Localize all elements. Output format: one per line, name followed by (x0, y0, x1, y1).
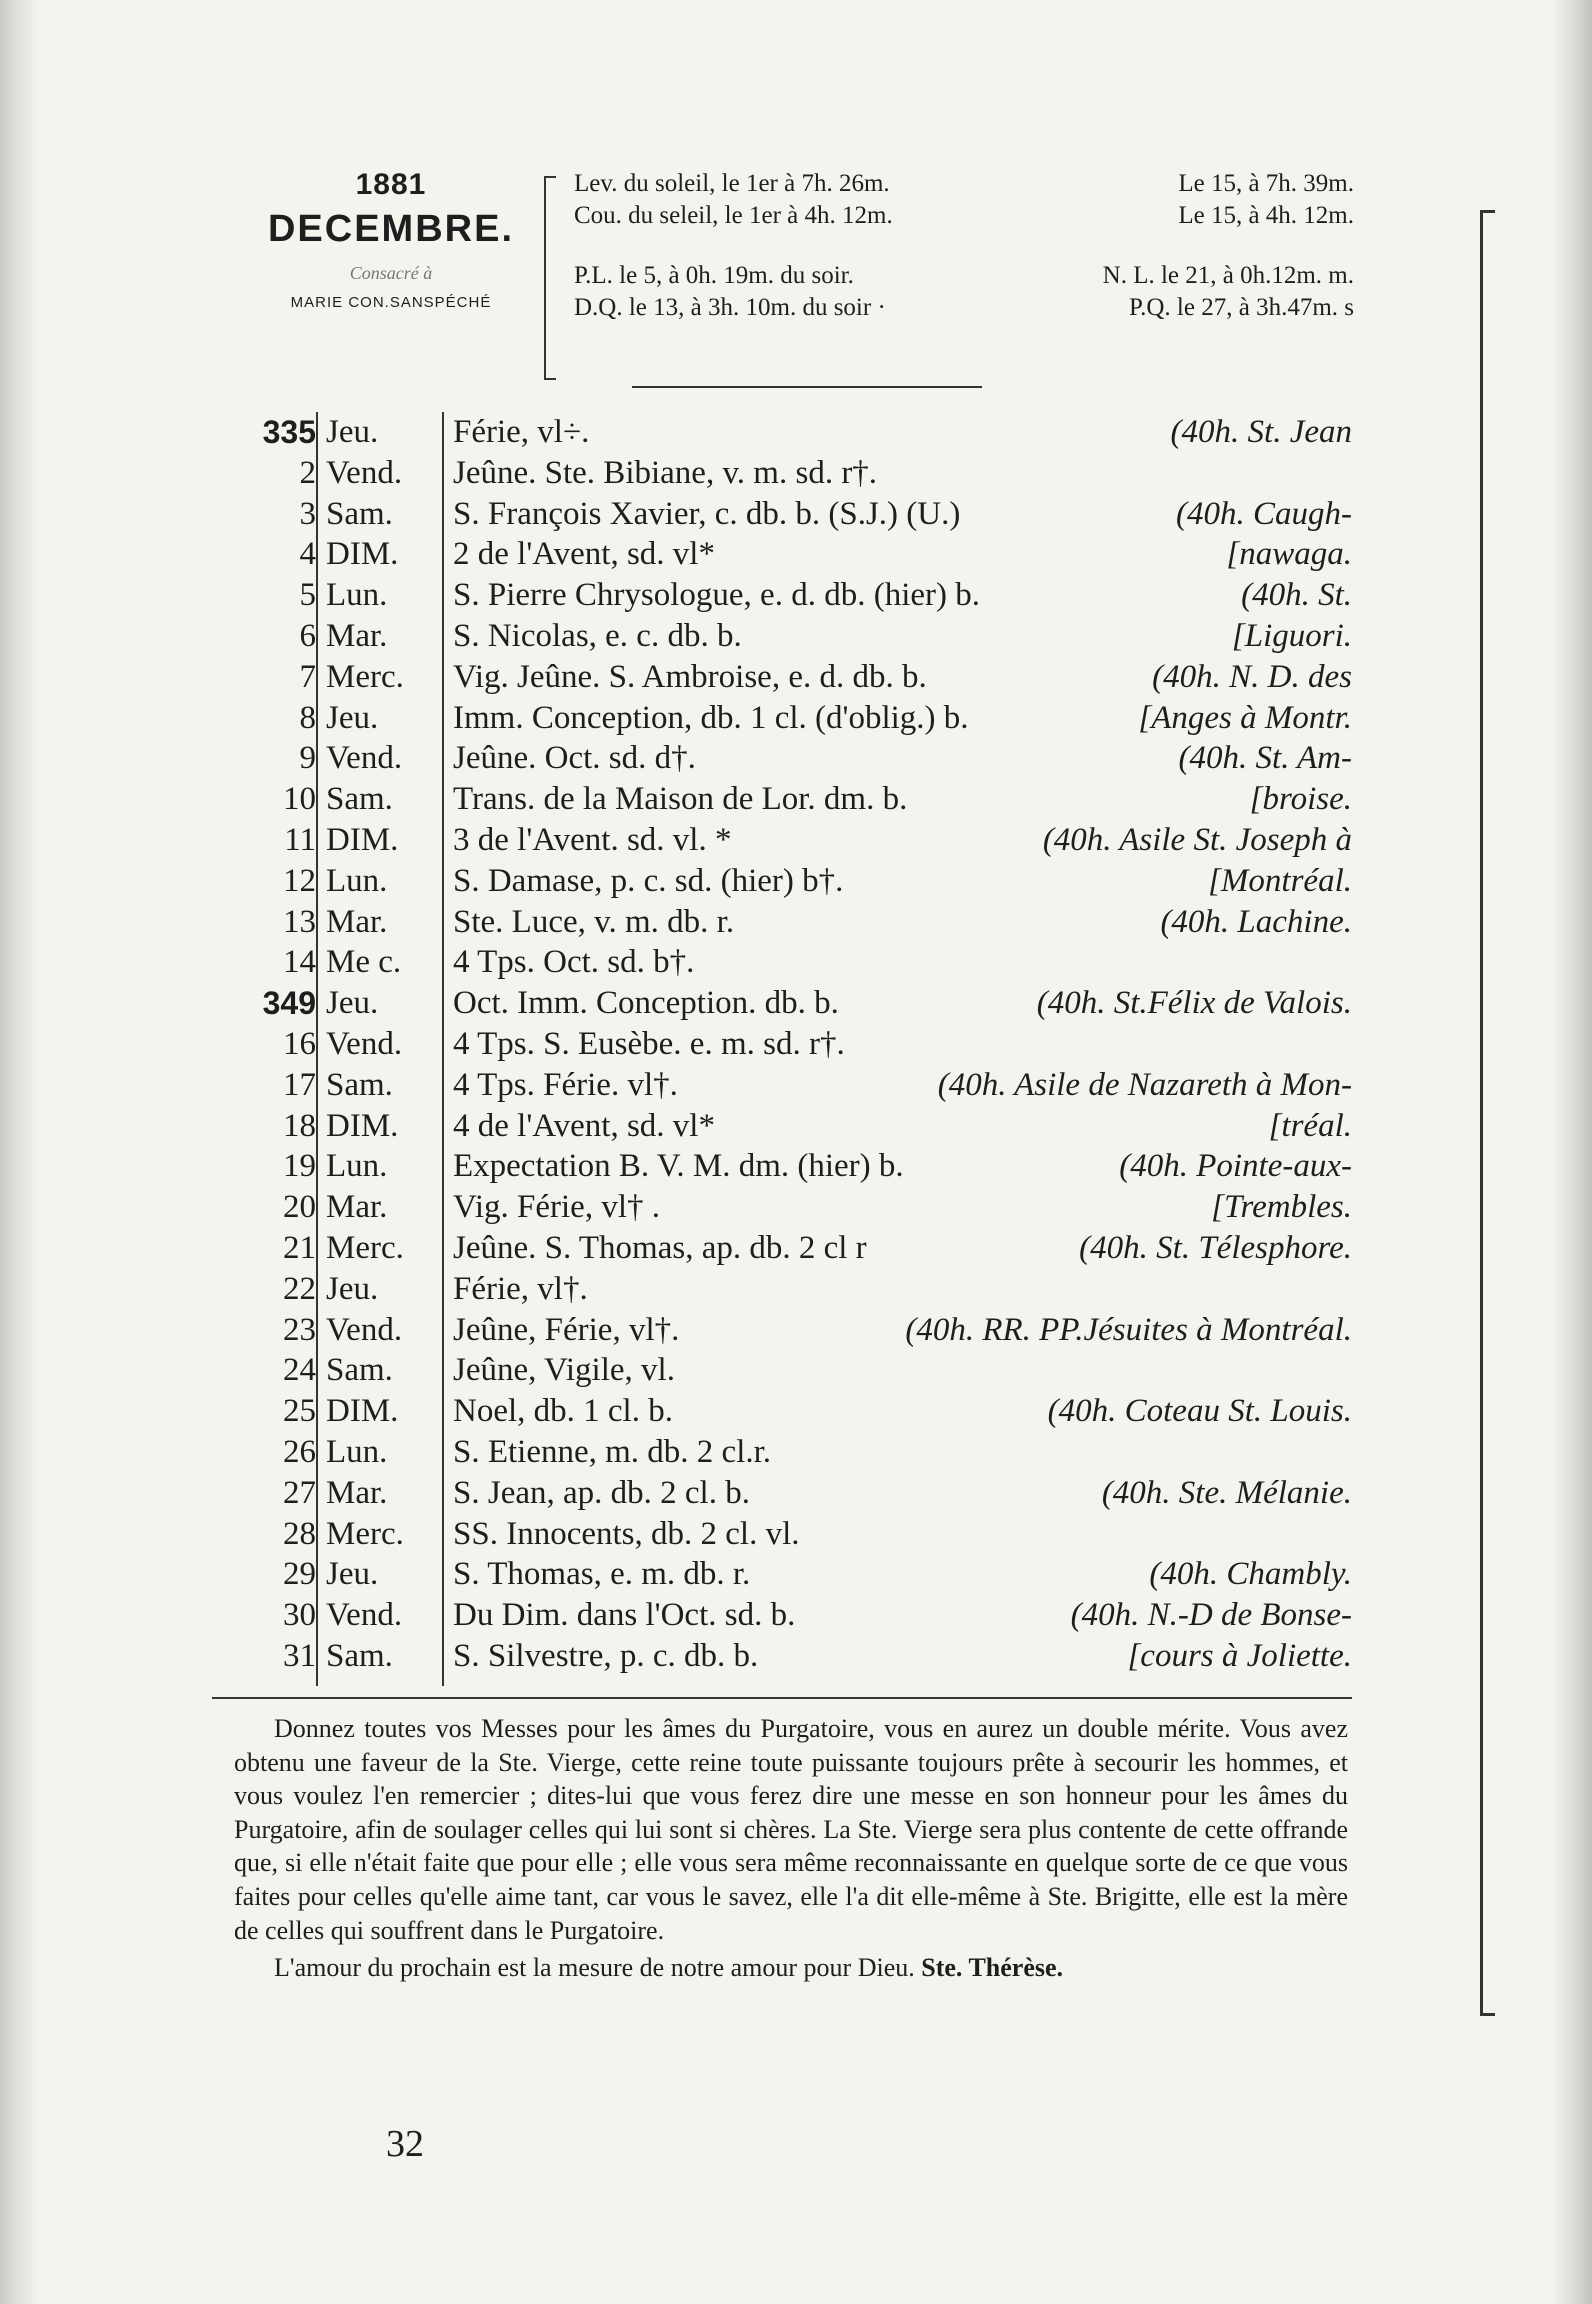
weekday: DIM. (326, 1107, 399, 1144)
weekday: Sam. (326, 1637, 393, 1674)
moon-phase-line-1 (574, 260, 1354, 292)
liturgical-office: S. Pierre Chrysologue, e. d. db. (hier) b. (453, 577, 980, 614)
weekday: Jeu. (326, 1556, 379, 1593)
dedication: MARIE CON.SANSPÉCHÉ (290, 294, 492, 311)
liturgical-office: 3 de l'Avent. sd. vl. * (453, 821, 732, 858)
calendar-bottom-rule (212, 1697, 1352, 1699)
weekday: Jeu. (326, 1270, 379, 1307)
full-moon: P.L. le 5, à 0h. 19m. du soir. (574, 262, 854, 289)
liturgical-office: Du Dim. dans l'Oct. sd. b. (453, 1597, 796, 1634)
weekday: Jeu. (326, 985, 379, 1022)
weekday: Lun. (326, 1433, 388, 1470)
calendar-row (228, 616, 1352, 657)
liturgical-office: Férie, vl†. (453, 1270, 588, 1307)
day-number: 4 (299, 536, 316, 573)
weekday: Vend. (326, 740, 403, 777)
calendar-row (228, 983, 1352, 1024)
weekday: Merc. (326, 1229, 404, 1266)
liturgical-office: S. Nicolas, e. c. db. b. (453, 617, 742, 654)
margin-bracket (1480, 210, 1495, 2016)
day-number: 13 (283, 903, 316, 940)
liturgical-office: 4 de l'Avent, sd. vl* (453, 1107, 715, 1144)
day-number: 10 (283, 781, 316, 818)
forty-hours-adoration: (40h. RR. PP.Jésuites à Montréal. (905, 1311, 1352, 1348)
calendar-row (228, 820, 1352, 861)
forty-hours-adoration: (40h. St. Jean (1170, 414, 1352, 450)
weekday: Sam. (326, 1066, 393, 1103)
forty-hours-adoration: (40h. N.-D de Bonse- (1070, 1597, 1352, 1634)
calendar-row (228, 738, 1352, 779)
forty-hours-adoration: [cours à Joliette. (1127, 1637, 1352, 1674)
calendar-row (228, 1595, 1352, 1636)
calendar-row (228, 1554, 1352, 1595)
liturgical-office: Expectation B. V. M. dm. (hier) b. (453, 1148, 904, 1185)
sunset-mid: Le 15, à 4h. 12m. (1178, 202, 1354, 229)
calendar-row (228, 453, 1352, 494)
forty-hours-adoration: (40h. Coteau St. Louis. (1047, 1393, 1352, 1430)
liturgical-office: Jeûne, Férie, vl†. (453, 1311, 680, 1348)
forty-hours-adoration: (40h. St. Télesphore. (1079, 1229, 1352, 1266)
liturgical-office: Jeûne. Ste. Bibiane, v. m. sd. r†. (453, 454, 878, 491)
weekday: Vend. (326, 1597, 403, 1634)
calendar-row (228, 1636, 1352, 1677)
calendar-row (228, 1065, 1352, 1106)
calendar-row (228, 902, 1352, 943)
header-bracket (544, 176, 556, 380)
liturgical-office: Ste. Luce, v. m. db. r. (453, 903, 735, 940)
forty-hours-adoration: (40h. St. Am- (1178, 740, 1352, 777)
forty-hours-adoration: (40h. Lachine. (1160, 903, 1352, 940)
liturgical-office: Jeûne. S. Thomas, ap. db. 2 cl r (453, 1229, 867, 1266)
weekday: DIM. (326, 536, 399, 573)
day-number: 11 (284, 821, 316, 858)
calendar-row (228, 1473, 1352, 1514)
calendar-row (228, 1310, 1352, 1351)
calendar-row (228, 1350, 1352, 1391)
forty-hours-adoration: (40h. N. D. des (1152, 658, 1352, 695)
day-number: 5 (299, 577, 316, 614)
day-number: 16 (283, 1025, 316, 1062)
sunrise-first: Lev. du soleil, le 1er à 7h. 26m. (574, 170, 890, 197)
calendar-row (228, 1024, 1352, 1065)
day-number: 31 (283, 1637, 316, 1674)
day-number: 23 (283, 1311, 316, 1348)
weekday: DIM. (326, 821, 399, 858)
calendar-row (228, 657, 1352, 698)
calendar-row (228, 698, 1352, 739)
liturgical-office: Jeûne, Vigile, vl. (453, 1352, 675, 1389)
year: 1881 (355, 168, 427, 201)
forty-hours-adoration: [nawaga. (1226, 536, 1352, 573)
quote (234, 1951, 1348, 1985)
page-edge-left (0, 0, 40, 2304)
liturgical-office: S. Damase, p. c. sd. (hier) b†. (453, 862, 844, 899)
first-quarter: P.Q. le 27, à 3h.47m. s (1129, 294, 1354, 321)
weekday: Jeu. (326, 414, 379, 450)
day-number: 24 (283, 1352, 316, 1389)
astronomical-info (574, 168, 1354, 324)
moon-phase-line-2 (574, 292, 1354, 324)
liturgical-office: Trans. de la Maison de Lor. dm. b. (453, 781, 908, 818)
header-divider (632, 386, 982, 388)
liturgical-office: 4 Tps. Oct. sd. b†. (453, 944, 695, 981)
day-number: 28 (283, 1515, 316, 1552)
page-edge-right (1552, 0, 1592, 2304)
day-number: 7 (299, 658, 316, 695)
forty-hours-adoration: (40h. Asile de Nazareth à Mon- (937, 1066, 1352, 1103)
weekday: Sam. (326, 1352, 393, 1389)
quote-author: Ste. Thérèse. (921, 1953, 1064, 1983)
forty-hours-adoration: [Liguori. (1231, 617, 1352, 654)
day-number: 20 (283, 1189, 316, 1226)
calendar-row (228, 1514, 1352, 1555)
day-number: 14 (283, 944, 316, 981)
weekday: Mar. (326, 1189, 388, 1226)
month-title-block (232, 168, 550, 311)
liturgical-office: S. Silvestre, p. c. db. b. (453, 1637, 759, 1674)
liturgical-office: Vig. Jeûne. S. Ambroise, e. d. db. b. (453, 658, 927, 695)
liturgical-office: SS. Innocents, db. 2 cl. vl. (453, 1515, 800, 1552)
weekday: Merc. (326, 658, 404, 695)
quote-text: L'amour du prochain est la mesure de notre amour pour Dieu. (274, 1953, 915, 1983)
calendar-row (228, 412, 1352, 453)
weekday: Merc. (326, 1515, 404, 1552)
liturgical-office: S. Thomas, e. m. db. r. (453, 1556, 751, 1593)
forty-hours-adoration: [Montréal. (1208, 862, 1352, 899)
calendar-row (228, 1146, 1352, 1187)
liturgical-office: Oct. Imm. Conception. db. b. (453, 985, 839, 1022)
weekday: Me c. (326, 944, 402, 981)
liturgical-office: 4 Tps. Férie. vl†. (453, 1066, 678, 1103)
calendar-row (228, 1432, 1352, 1473)
forty-hours-adoration: (40h. Pointe-aux- (1119, 1148, 1352, 1185)
day-number: 21 (283, 1229, 316, 1266)
calendar-row (228, 1391, 1352, 1432)
calendar-row (228, 1106, 1352, 1147)
calendar-row (228, 861, 1352, 902)
calendar-row (228, 1269, 1352, 1310)
calendar-row (228, 534, 1352, 575)
day-number: 25 (283, 1393, 316, 1430)
day-number: 12 (283, 862, 316, 899)
calendar-row (228, 779, 1352, 820)
devotional-note (234, 1712, 1348, 1985)
day-number: 29 (283, 1556, 316, 1593)
calendar-row (228, 942, 1352, 983)
liturgical-office: S. François Xavier, c. db. b. (S.J.) (U.) (453, 495, 961, 532)
day-number: 9 (299, 740, 316, 777)
day-number: 2 (299, 454, 316, 491)
forty-hours-adoration: [tréal. (1268, 1107, 1352, 1144)
day-number: 27 (283, 1474, 316, 1511)
day-number: 18 (283, 1107, 316, 1144)
forty-hours-adoration: [Anges à Montr. (1138, 699, 1352, 736)
forty-hours-adoration: (40h. Asile St. Joseph à (1042, 821, 1352, 858)
sunrise-mid: Le 15, à 7h. 39m. (1178, 170, 1354, 197)
liturgical-office: Imm. Conception, db. 1 cl. (d'oblig.) b. (453, 699, 969, 736)
liturgical-office: 4 Tps. S. Eusèbe. e. m. sd. r†. (453, 1025, 845, 1062)
forty-hours-adoration: [broise. (1249, 781, 1352, 818)
day-number: 3 (299, 495, 316, 532)
new-moon: N. L. le 21, à 0h.12m. m. (1102, 262, 1354, 289)
weekday: Mar. (326, 903, 388, 940)
day-number: 19 (283, 1148, 316, 1185)
forty-hours-adoration: (40h. St.Félix de Valois. (1036, 985, 1352, 1022)
weekday: Lun. (326, 862, 388, 899)
forty-hours-adoration: (40h. Ste. Mélanie. (1101, 1474, 1352, 1511)
weekday: Mar. (326, 617, 388, 654)
forty-hours-adoration: (40h. Chambly. (1149, 1556, 1352, 1593)
weekday: Sam. (326, 781, 393, 818)
page-number: 32 (386, 2123, 424, 2165)
forty-hours-adoration: (40h. St. (1241, 577, 1352, 614)
sunset-line (574, 200, 1354, 232)
day-number: 26 (283, 1433, 316, 1470)
liturgical-calendar (228, 412, 1352, 1677)
forty-hours-adoration: (40h. Caugh- (1176, 495, 1352, 532)
liturgical-office: Jeûne. Oct. sd. d†. (453, 740, 696, 777)
liturgical-office: S. Etienne, m. db. 2 cl.r. (453, 1433, 772, 1470)
weekday: Vend. (326, 1025, 403, 1062)
calendar-row (228, 1187, 1352, 1228)
forty-hours-adoration: [Trembles. (1211, 1189, 1352, 1226)
weekday: Mar. (326, 1474, 388, 1511)
last-quarter: D.Q. le 13, à 3h. 10m. du soir · (574, 294, 886, 321)
weekday: Lun. (326, 577, 388, 614)
day-number: 22 (283, 1270, 316, 1307)
day-number: 30 (283, 1597, 316, 1634)
calendar-row (228, 575, 1352, 616)
consecration-label: Consacré à (349, 263, 433, 283)
sunrise-line (574, 168, 1354, 200)
weekday: Vend. (326, 1311, 403, 1348)
weekday: Jeu. (326, 699, 379, 736)
day-number: 6 (299, 617, 316, 654)
day-number: 349 (262, 985, 316, 1022)
sunset-first: Cou. du seleil, le 1er à 4h. 12m. (574, 202, 893, 229)
weekday: Vend. (326, 454, 403, 491)
purgatory-paragraph: Donnez toutes vos Messes pour les âmes du Purgatoire, vous en aurez un double mérite. Vous avez obtenu une faveur de la Ste. Vierge, cette reine toute puissante toujours prête à secourir les hommes, et vous voulez l'en remercier ; dites-lui que vous ferez dire une messe en son honneur pour les âmes du Purgatoire, afin de soulager celles qui lui sont si chères. La Ste. Vierge sera plus contente de cette offrande que, si elle n'était faite que pour elle ; elle vous sera même reconnaissante en quelque sorte de ce que vous faites pour celles qu'elle aime tant, car vous le savez, elle l'a dit elle-même à Ste. Brigitte, elle est la mère de celles qui souffrent dans le Purgatoire. (234, 1714, 1348, 1945)
day-number: 17 (283, 1066, 316, 1103)
month-title: DECEMBRE. (267, 208, 515, 250)
day-number: 8 (299, 699, 316, 736)
weekday: Sam. (326, 495, 393, 532)
weekday: Lun. (326, 1148, 388, 1185)
liturgical-office: 2 de l'Avent, sd. vl* (453, 536, 715, 573)
calendar-row (228, 494, 1352, 535)
calendar-row (228, 1228, 1352, 1269)
day-number: 335 (262, 414, 316, 450)
liturgical-office: Férie, vl÷. (453, 414, 590, 450)
weekday: DIM. (326, 1393, 399, 1430)
liturgical-office: Noel, db. 1 cl. b. (453, 1393, 673, 1430)
liturgical-office: S. Jean, ap. db. 2 cl. b. (453, 1474, 750, 1511)
liturgical-office: Vig. Férie, vl† . (453, 1189, 660, 1226)
